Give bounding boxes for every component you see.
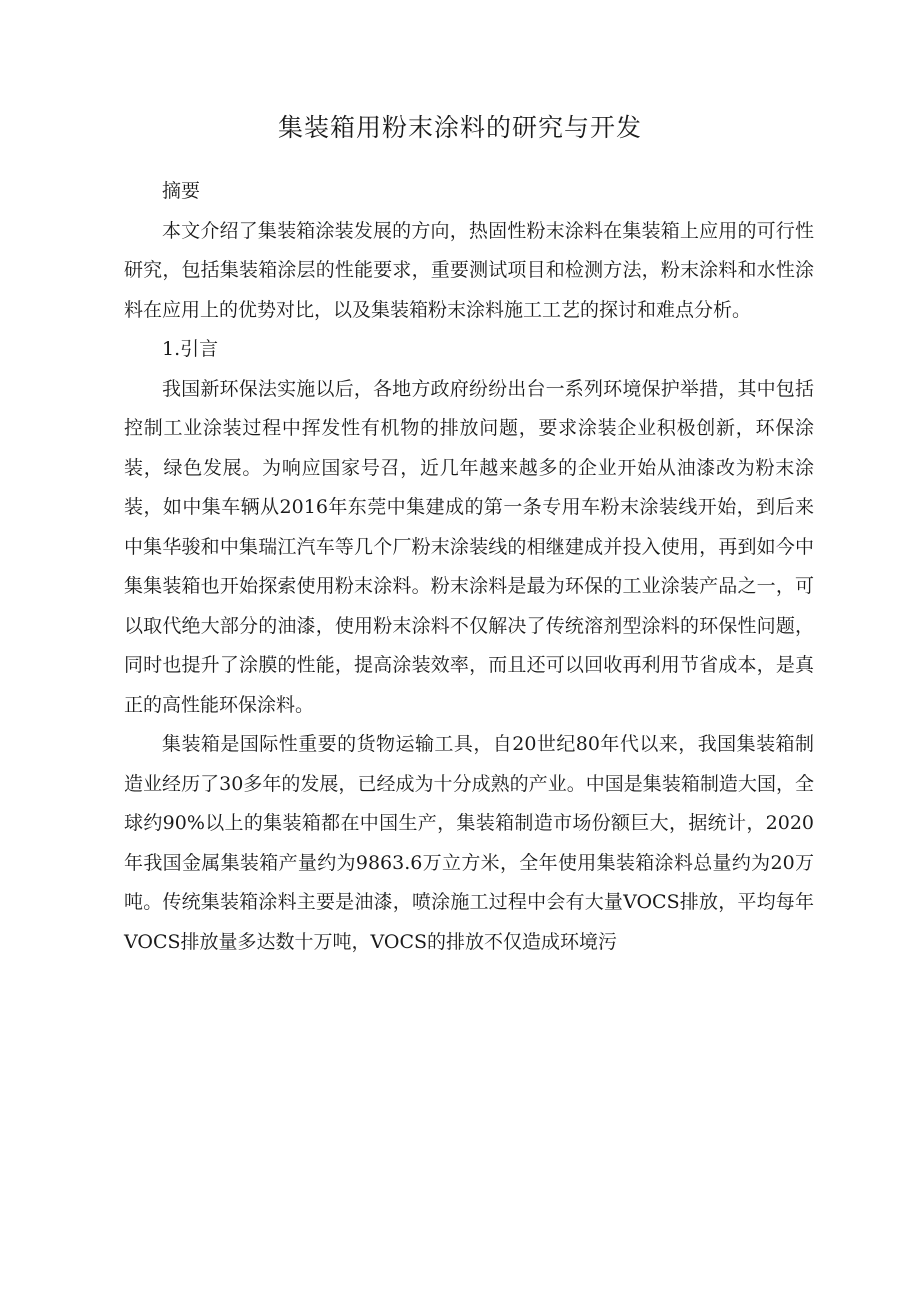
document-title: 集装箱用粉末涂料的研究与开发: [277, 113, 642, 142]
introduction-paragraph-1: 我国新环保法实施以后，各地方政府纷纷出台一系列环境保护举措，其中包括控制工业涂装过程中挥发性有机物的排放问题，要求涂装企业积极创新，环保涂装，绿色发展。为响应国家号召，近几年越来越多的企业开始从油漆改为粉末涂装，如中集车辆从2016年东莞中集建成的第一条专用车粉末涂装线开始，到后来中集华骏和中集瑞江汽车等几个厂粉末涂装线的相继建成并投入使用，再到如今中集集装箱也开始探索使用粉末涂料。粉末涂料是最为环保的工业涂装产品之一，可以取代绝大部分的油漆，使用粉末涂料不仅解决了传统溶剂型涂料的环保性问题，同时也提升了涂膜的性能，提高涂装效率，而且还可以回收再利用节省成本，是真正的高性能环保涂料。: [124, 377, 814, 716]
section-1-heading: 1.引言: [162, 338, 219, 360]
document-body: [124, 172, 814, 962]
abstract-paragraph: 本文介绍了集装箱涂装发展的方向，热固性粉末涂料在集装箱上应用的可行性研究，包括集装箱涂层的性能要求，重要测试项目和检测方法，粉末涂料和水性涂料在应用上的优势对比，以及集装箱粉末涂料施工工艺的探讨和难点分析。: [124, 219, 814, 321]
introduction-paragraph-2: 集装箱是国际性重要的货物运输工具，自20世纪80年代以来，我国集装箱制造业经历了30多年的发展，已经成为十分成熟的产业。中国是集装箱制造大国，全球约90%以上的集装箱都在中国生产，集装箱制造市场份额巨大，据统计，2020年我国金属集装箱产量约为9863.6万立方米，全年使用集装箱涂料总量约为20万吨。传统集装箱涂料主要是油漆，喷涂施工过程中会有大量VOCS排放，平均每年VOCS排放量多达数十万吨，VOCS的排放不仅造成环境污: [124, 733, 814, 953]
abstract-heading: 摘要: [162, 180, 201, 202]
